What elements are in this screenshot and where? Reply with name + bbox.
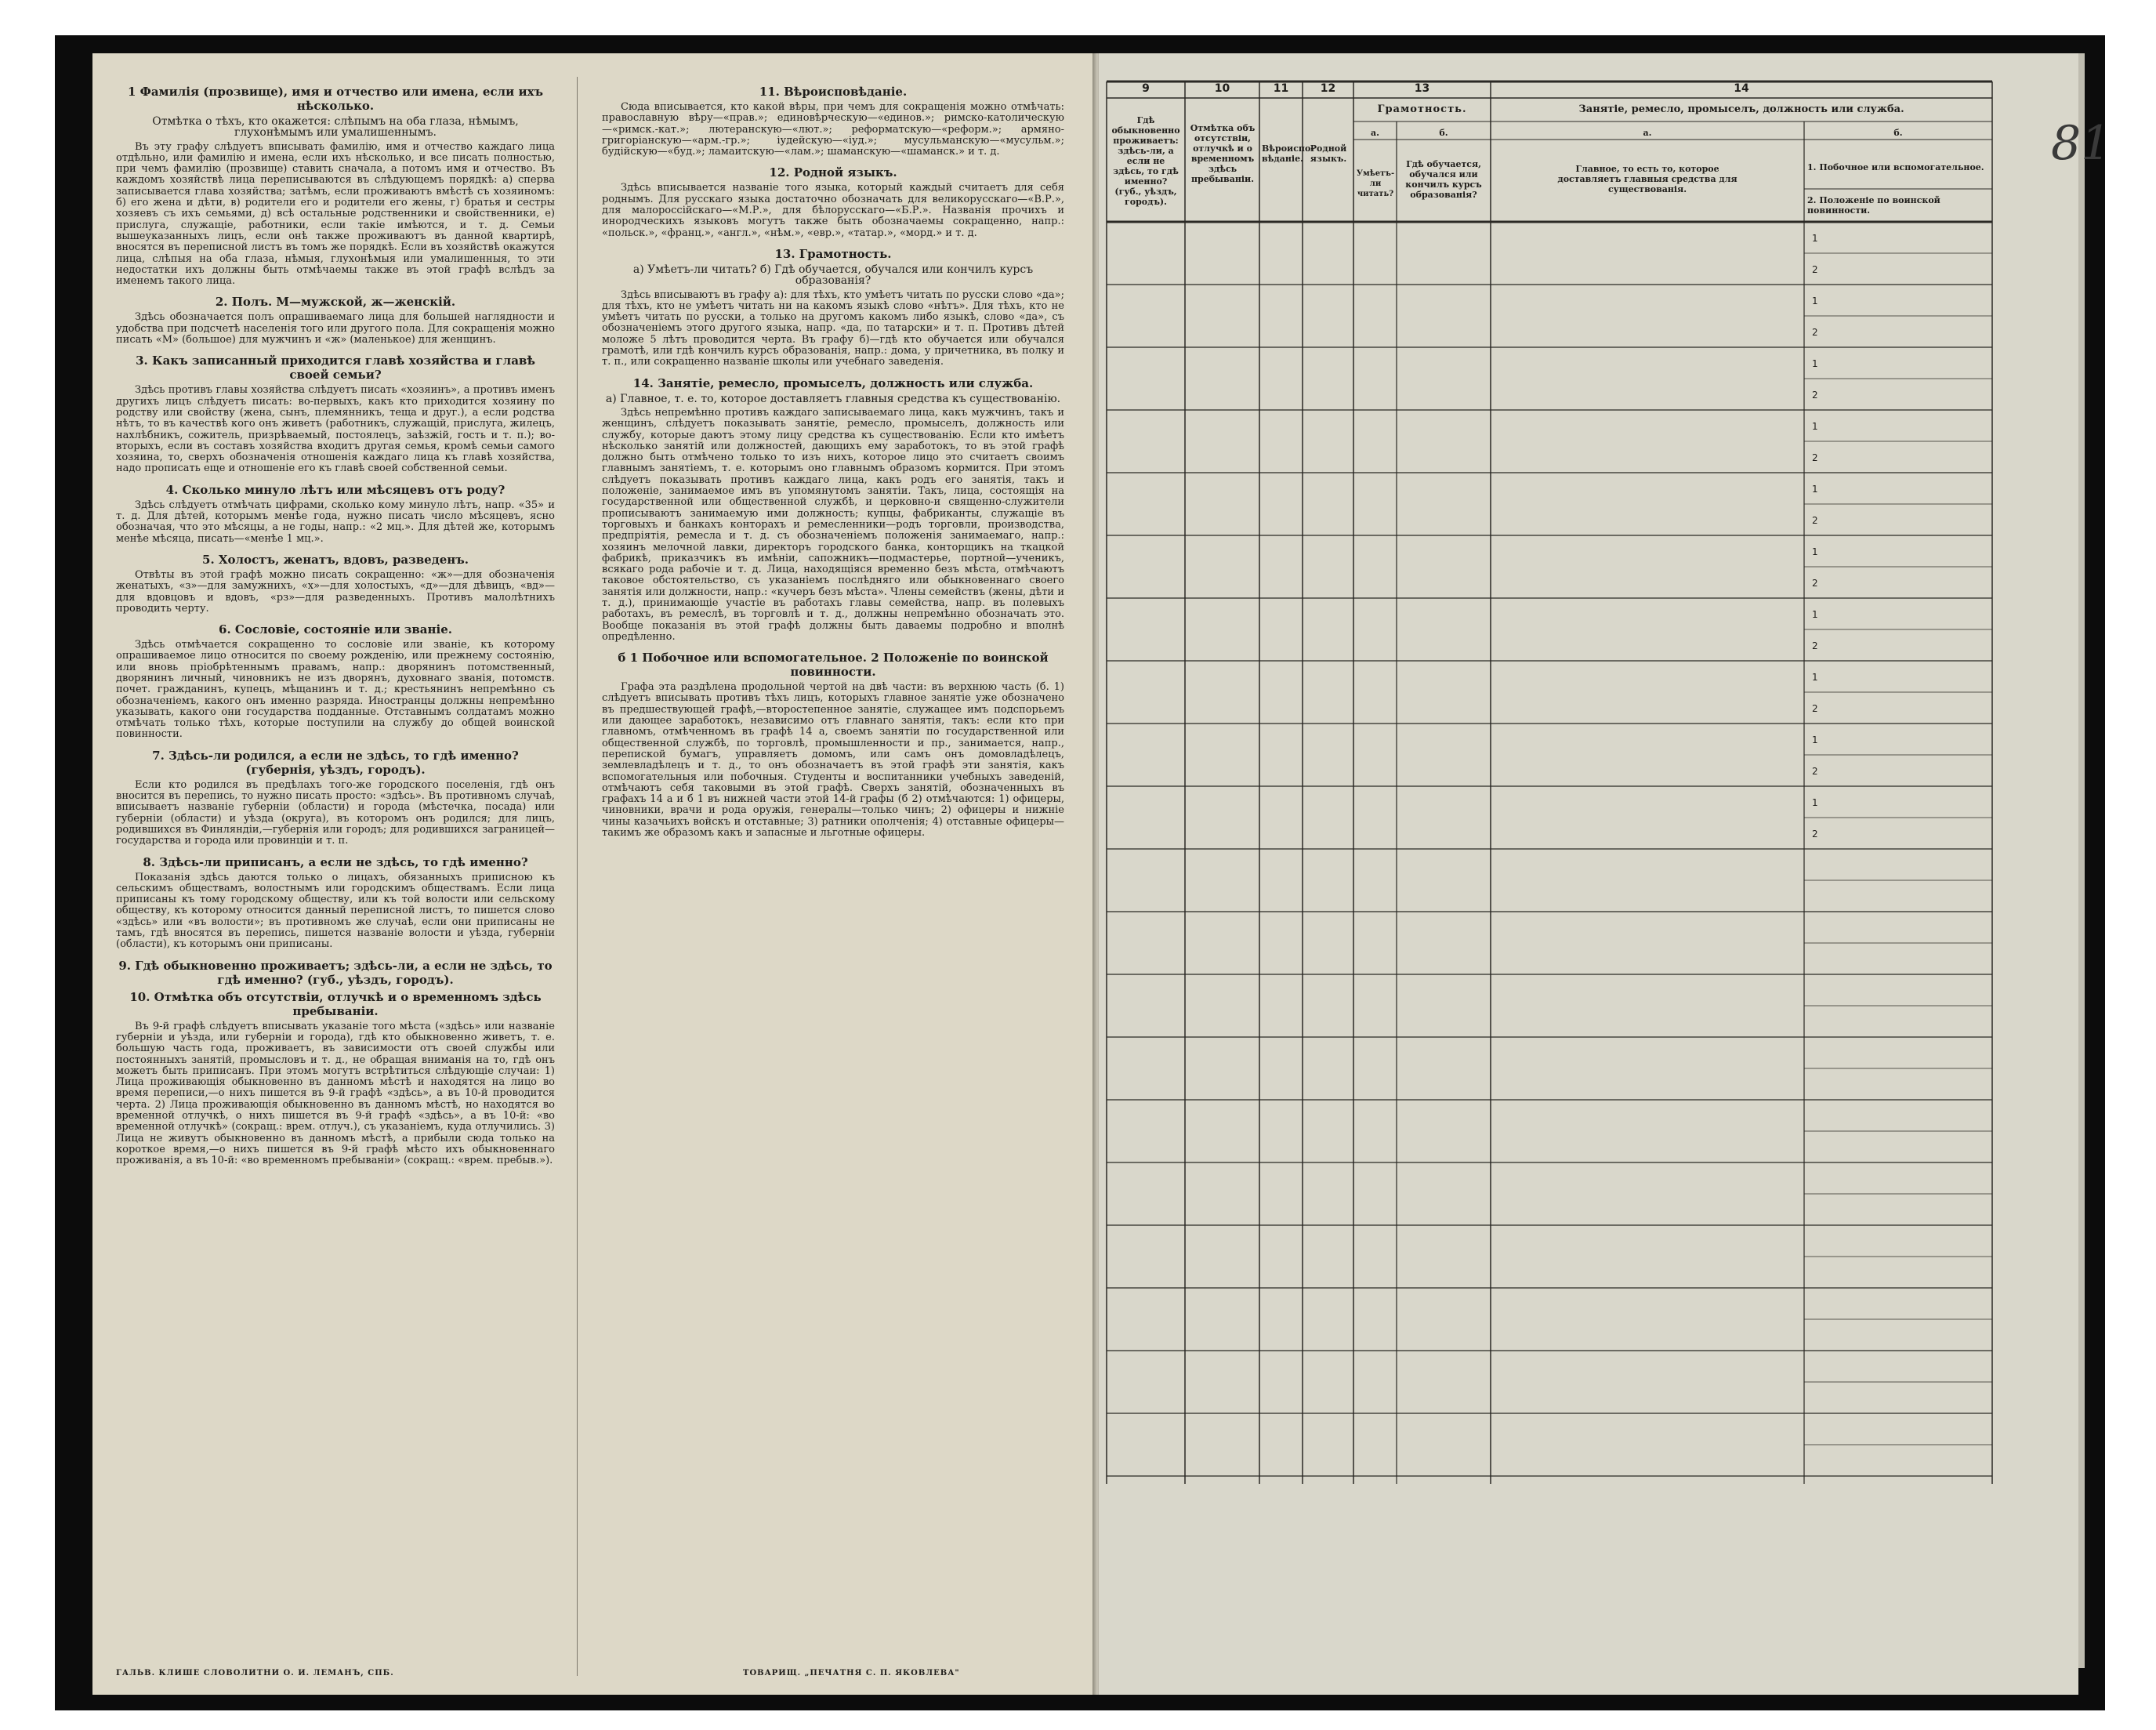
section-body: Показанія здѣсь даются только о лицахъ, обязанныхъ приписною къ сельскимъ обществамъ, волостнымъ или городскимъ обществамъ. Если лица приписаны къ тому городскому обществу, или къ той волости или сельскому обществу, къ которому относится данный переписной листъ, то пишется слово «здѣсь» или «въ волости»; въ противномъ же случаѣ, если они приписаны не тамъ, гдѣ вносятся въ перепись, пишется названіе волости и уѣзда, губерніи (области), къ которымъ они приписаны. [116,871,555,951]
row-sub-mark: 2 [1812,829,1818,840]
section-heading: 13. Грамотность. [774,246,892,261]
section-heading: 7. Здѣсь-ли родился, а если не здѣсь, то гдѣ именно? (губернія, уѣздъ, городъ). [152,748,519,777]
row-sub-mark: 1 [1812,734,1818,745]
section-body: Въ эту графу слѣдуетъ вписывать фамилію, имя и отчество каждаго лица отдѣльно, или фамилію и имена, если ихъ нѣсколько, и все писать полностью, при чемъ фамилію (прозвище) ставить сначала, а потомъ имя и отчество. Въ каждомъ хозяйствѣ лица переписываются въ слѣдующемъ порядкѣ: а) сперва записывается глава хозяйства; затѣмъ, если проживаютъ вмѣстѣ съ хозяиномъ: б) его жена и дѣти, в) родители его и родители его жены, г) братья и сестры хозяевъ съ ихъ семьями, д) всѣ остальные родственники и свойственники, е) прислуга, служащіе, работники, если такіе имѣются, и т. д. Семьи вышеуказанныхъ лицъ, если онѣ также проживаютъ въ данной квартирѣ, вносятся въ переписной листъ въ томъ же порядкѣ. Если въ хозяйствѣ окажутся лица, слѣпыя на оба глаза, нѣмыя, глухонѣмыя или умалишенныя, то эти недостатки ихъ должны быть отмѣчаемы также въ этой графѣ вслѣдъ за именемъ такого лица. [116,140,555,288]
instruction-section [116,749,555,847]
section-body: Здѣсь вписываютъ въ графу а): для тѣхъ, кто умѣетъ читать по русски слово «да»; для тѣхъ, кто не умѣетъ читать ни на какомъ языкѣ слово «нѣтъ». Для тѣхъ, кто не умѣетъ читать по русски, а только на другомъ какомъ либо языкѣ, слово «да», съ обозначеніемъ этого другого языка, напр. «да, по татарски» и т. п. Противъ дѣтей моложе 5 лѣтъ проводится черта. Въ графу б)—гдѣ кто обучается или обучался грамотѣ, или гдѣ кончилъ курсъ образованія, напр.: дома, у причетника, въ полку и т. п., или сокращенно названіе школы или учебнаго заведенія. [602,288,1064,368]
header-literacy: Грамотность. [1377,103,1467,115]
header-occupation: Занятіе, ремесло, промыселъ, должность или служба. [1578,103,1904,115]
section-body: Сюда вписывается, кто какой вѣры, при чемъ для сокращенія можно отмѣчать: православную вѣру—«прав.»; единовѣрческую—«единов.»; римско-католическую—«римск.-кат.»; лютеранскую—«лют.»; реформатскую—«реформ.»; армяно-григоріанскую—«арм.-гр.»; іудейскую—«іуд.»; мусульманскую—«мусульм.»; будійскую—«буд.»; ламаитскую—«лам.»; шаманскую—«шаманск.» и т. д. [602,101,1064,158]
row-sub-mark: 1 [1812,296,1818,306]
row-sub-mark: 1 [1812,546,1818,557]
header-residence: Гдѣ обыкновенно проживаетъ: здѣсь-ли, а если не здѣсь, то гдѣ именно? (губ., уѣздъ, городъ). [1111,115,1180,207]
row-sub-mark: 1 [1812,233,1818,244]
instruction-section [602,85,1064,158]
section-subheading: Отмѣтка о тѣхъ, кто окажется: слѣпымъ на оба глаза, нѣмымъ, глухонѣмымъ или умалишеннымъ. [152,115,519,140]
row-sub-mark: 1 [1812,609,1818,620]
row-sub-mark: 2 [1812,515,1818,526]
section-body: Здѣсь противъ главы хозяйства слѣдуетъ писать «хозяинъ», а противъ именъ другихъ лицъ слѣдуетъ писать: во-первыхъ, какъ кто приходится хозяину по родству или свойству (жена, сынъ, племянникъ, теща и друг.), а если родства нѣтъ, то въ качествѣ кого онъ живетъ (работникъ, служащій, прислуга, жилецъ, нахлѣбникъ, сожитель, призрѣваемый, постоялецъ, заѣзжій, гость и т. п.); во-вторыхъ, если въ составъ хозяйства входитъ другая семья, кромѣ семьи самого хозяина, то, сверхъ обозначенія отношенія каждаго лица къ главѣ хозяйства, надо прописать еще и отношеніе его къ главѣ своей собственной семьи. [116,384,555,475]
instruction-section [116,483,555,545]
col-number-11: 11 [1273,82,1289,95]
section-body: Здѣсь вписывается названіе того языка, который каждый считаетъ для себя роднымъ. Для русскаго языка достаточно обозначать для великорусскаго—«В.Р.», для малороссійскаго—«М.Р.», для бѣлорусскаго—«Б.Р.». Названія прочихъ и инородческихъ языковъ могутъ также быть обозначаемы сокращенно, напр.: «польск.», «франц.», «англ.», «нѣм.», «евр.», «татар.», «морд.» и т. д. [602,182,1064,239]
section-heading: 8. Здѣсь-ли приписанъ, а если не здѣсь, то гдѣ именно? [143,854,528,869]
row-sub-mark: 2 [1812,766,1818,777]
header-occupation-b-letter: б. [1893,128,1903,138]
row-sub-mark: 2 [1812,578,1818,589]
row-sub-mark: 2 [1812,640,1818,651]
header-literacy-a-letter: а. [1371,128,1379,138]
header-education-place: Гдѣ обучается, обучался или кончилъ курсъ образованія? [1405,159,1482,200]
section-heading: 11. Вѣроисповѣданіе. [759,85,908,99]
instruction-section [602,651,1064,839]
instruction-section [116,959,555,1167]
section-body: Отвѣты въ этой графѣ можно писать сокращенно: «ж»—для обозначенія женатыхъ, «з»—для замужнихъ, «х»—для холостыхъ, «д»—для дѣвицъ, «вд»—для вдовцовъ и вдовъ, «рз»—для разведенныхъ. Противъ малолѣтнихъ проводить черту. [116,568,555,615]
header-military-status: 2. Положеніе по воинской повинности. [1807,195,1940,216]
header-secondary-occupation: 1. Побочное или вспомогательное. [1807,162,1984,172]
instruction-section [116,622,555,741]
header-literacy-b-letter: б. [1439,128,1448,138]
col-number-9: 9 [1142,82,1150,95]
section-heading: 4. Сколько минуло лѣтъ или мѣсяцевъ отъ роду? [165,482,505,497]
section-body: Здѣсь непремѣнно противъ каждаго записываемаго лица, какъ мужчинъ, такъ и женщинъ, слѣдуетъ показывать занятіе, ремесло, промыселъ, должность или службу, которые даютъ этому лицу средства къ существованію. Если кто имѣетъ нѣсколько занятій или должностей, дающихъ ему заработокъ, то въ этой графѣ должно быть отмѣчено только то изъ нихъ, которое лицо это считаетъ своимъ главнымъ занятіемъ, т. е. которымъ оно главнымъ образомъ кормится. При этомъ слѣдуетъ показывать противъ каждаго лица, какъ родъ его занятія, такъ и положеніе, занимаемое имъ въ упомянутомъ занятіи. Такъ, лица, состоящія на государственной или общественной службѣ, и церковно-и священно-служители прописываютъ занимаемую ими должность; купцы, фабриканты, служащіе въ торговыхъ и банкахъ конторахъ и ремесленники—родъ торговли, производства, предпріятія, ремесла и т. д. съ обозначеніемъ положенія занимаемаго, напр.: хозяинъ мелочной лавки, директоръ городского банка, конторщикъ на ткацкой фабрикѣ, приказчикъ въ имѣніи, сапожникъ—подмастерье, портной—ученикъ, всякаго рода рабочіе и т. д. Лица, находящіяся временно безъ мѣста, отмѣчаютъ таковое обстоятельство, съ указаніемъ послѣдняго или обыкновеннаго своего занятія или должности, напр.: «кучеръ безъ мѣста». Члены семействъ (жены, дѣти и т. д.), принимающіе участіе въ работахъ главы семейства, напр. въ полевыхъ работахъ, въ ремеслѣ, въ торговлѣ и т. д., должны непремѣнно обозначать это. Вообще показанія въ этой графѣ должны быть даваемы подробно и вполнѣ опредѣленно. [602,406,1064,643]
header-can-read: Умѣетъ-ли читать? [1356,169,1395,198]
right-column [602,85,1064,847]
section-heading: 5. Холостъ, женатъ, вдовъ, разведенъ. [202,552,469,567]
pencil-page-number: 81 [2051,116,2111,171]
section-heading: 3. Какъ записанный приходится главѣ хозяйства и главѣ своей семьи? [136,354,535,383]
section-body: Здѣсь отмѣчается сокращенно то сословіе или званіе, къ которому опрашиваемое лицо относится по своему рожденію, или прежнему состоянію, или вновь пріобрѣтеннымъ правамъ, напр.: дворянинъ потомственный, дворянинъ личный, чиновникъ не изъ дворянъ, духовнаго званія, потомств. почет. гражданинъ, купецъ, мѣщанинъ и т. д.; крестьянинъ непремѣнно съ обозначеніемъ, какого онъ именно разряда. Иностранцы должны непремѣнно указывать, какого они государства подданные. Отставнымъ солдатамъ можно отмѣчать только тѣхъ, которые поступили на службу до общей воинской повинности. [116,639,555,741]
printer-footer-left: ГАЛЬВ. КЛИШЕ СЛОВОЛИТНИ О. И. ЛЕМАНЪ, СПБ. [116,1669,394,1677]
ledger-lines [1107,81,1992,1484]
section-body: Графа эта раздѣлена продольной чертой на двѣ части: въ верхнюю часть (б. 1) слѣдуетъ вписывать противъ тѣхъ лицъ, которыхъ главное занятіе уже обозначено въ предшествующей графѣ,—второстепенное занятіе, служащее имъ подспорьемъ или дающее заработокъ, независимо отъ главнаго занятія, такъ: если кто при главномъ, отмѣченномъ въ графѣ 14 а, своемъ занятіи по государственной или общественной службѣ, по торговлѣ, промышленности и пр., занимается, напр., перепиской бумагъ, управляетъ домомъ, или самъ онъ домовладѣлецъ, землевладѣлецъ и т. д., то онъ обозначаетъ въ этой графѣ эти занятія, какъ вспомогательныя или побочныя. Студенты и воспитанники учебныхъ заведеній, отмѣчаютъ себя таковыми въ этой графѣ. Сверхъ занятій, обозначенныхъ въ графахъ 14 а и б 1 въ нижней части этой 14-й графы (б 2) отмѣчаются: 1) офицеры, чиновники, врачи и рода оружія, генералы—только чинъ; 2) офицеры и нижніе чины казачьихъ войскъ и отставные; 3) ратники ополченія; 4) отставные офицеры—такимъ же образомъ какъ и запасные и льготные офицеры. [602,681,1064,840]
row-sub-mark: 1 [1812,672,1818,683]
section-heading: 1 Фамилія (прозвище), имя и отчество или имена, если ихъ нѣсколько. [127,85,544,113]
row-sub-mark: 2 [1812,327,1818,338]
left-column [116,85,555,1174]
section-heading: 2. Полъ. М—мужской, ж—женскій. [215,295,456,310]
left-page [92,53,1092,1695]
printer-footer-right: ТОВАРИЩ. „ПЕЧАТНЯ С. П. ЯКОВЛЕВА" [743,1669,960,1677]
section-body: Здѣсь слѣдуетъ отмѣчать цифрами, сколько кому минуло лѣтъ, напр. «35» и т. д. Для дѣтей, которымъ менѣе года, нужно писать число мѣсяцевъ, ясно обозначая, что это мѣсяцы, а не годы, напр.: «2 мц.». Для дѣтей же, которымъ менѣе мѣсяца, писать—«менѣе 1 мц.». [116,499,555,545]
row-sub-mark: 2 [1812,452,1818,463]
section-subheading: а) Умѣетъ-ли читать? б) Гдѣ обучается, обучался или кончилъ курсъ образованія? [632,263,1034,288]
section-heading: 9. Гдѣ обыкновенно проживаетъ; здѣсь-ли, а если не здѣсь, то гдѣ именно? (губ., уѣздъ, городъ). [118,958,553,987]
section-body: Въ 9-й графѣ слѣдуетъ вписывать указаніе того мѣста («здѣсь» или названіе губерніи и уѣзда, или губерніи и города), гдѣ кто обыкновенно живетъ, т. е. большую часть года, проживаетъ, въ зависимости отъ своей службы или постоянныхъ занятій, промысловъ и т. д., не обращая вниманія на то, гдѣ онъ можетъ быть приписанъ. При этомъ могутъ встрѣтиться слѣдующіе случаи: 1) Лица проживающія обыкновенно въ данномъ мѣстѣ и находятся на лицо во время переписи,—о нихъ пишется въ 9-й графѣ «здѣсь», а въ 10-й проводится черта. 2) Лица проживающія обыкновенно въ данномъ мѣстѣ, но находятся во временной отлучкѣ, о нихъ пишется въ 9-й графѣ «здѣсь», а въ 10-й: «во временной отлучкѣ» (сокращ.: врем. отлуч.), съ указаніемъ, куда отлучились. 3) Лица не живутъ обыкновенно въ данномъ мѣстѣ, а прибыли сюда только на короткое время,—о нихъ пишется въ 9-й графѣ мѣсто ихъ обыкновеннаго проживанія, а въ 10-й: «во временномъ пребываніи» (сокращ.: «врем. пребыв.»). [116,1020,555,1167]
col-number-12: 12 [1320,82,1336,95]
instruction-section [116,85,555,287]
header-religion: Вѣроиспо-вѣданіе. [1262,143,1314,164]
instruction-section [602,165,1064,238]
row-sub-mark: 1 [1812,421,1818,432]
row-sub-mark: 2 [1812,264,1818,275]
section-heading: 10. Отмѣтка объ отсутствіи, отлучкѣ и о временномъ здѣсь пребываніи. [129,989,542,1018]
instruction-section [116,295,555,346]
column-divider [577,77,578,1676]
row-sub-mark: 2 [1812,390,1818,401]
col-number-14: 14 [1734,82,1749,95]
section-subheading: а) Главное, т. е. то, которое доставляетъ главныя средства къ существованію. [605,392,1061,405]
header-occupation-a-letter: а. [1643,128,1652,138]
section-body: Здѣсь обозначается полъ опрашиваемаго лица для большей наглядности и удобства при подсчетѣ населенія того или другого пола. Для сокращенія можно писать «М» (большое) для мужчинъ и «ж» (маленькое) для женщинъ. [116,311,555,346]
header-native-language: Родной языкъ. [1310,143,1347,164]
col-number-10: 10 [1214,82,1230,95]
instruction-section [116,354,555,474]
header-main-occupation: Главное, то есть то, которое доставляетъ главныя средства для существованія. [1557,164,1737,194]
right-page [1099,53,2111,1695]
row-sub-mark: 1 [1812,484,1818,495]
instruction-section [116,553,555,615]
section-heading: 6. Сословіе, состояніе или званіе. [219,622,452,637]
row-sub-mark: 1 [1812,797,1818,808]
section-heading: б 1 Побочное или вспомогательное. 2 Положеніе по воинской повинности. [618,651,1049,680]
instruction-section [602,376,1064,644]
census-ledger-grid [1107,81,1992,1484]
row-sub-mark: 2 [1812,703,1818,714]
instruction-section [116,855,555,951]
row-sub-mark: 1 [1812,358,1818,369]
col-number-13: 13 [1414,82,1430,95]
header-absence-mark: Отмѣтка объ отсутствіи, отлучкѣ и о временномъ здѣсь пребываніи. [1190,123,1256,184]
section-heading: 14. Занятіе, ремесло, промыселъ, должность или служба. [632,375,1034,390]
section-body: Если кто родился въ предѣлахъ того-же городского поселенія, гдѣ онъ вносится въ перепись, то нужно писать просто: «здѣсь». Въ противномъ случаѣ, вписываетъ названіе губерніи (области) и города (мѣстечка, посада) или губерніи (области) и уѣзда (округа), въ которомъ онъ родился; для лицъ, родившихся въ Финляндіи,—губернія или городъ; для родившихся заграницей—государства и города или провинціи и т. п. [116,778,555,847]
section-heading: 12. Родной языкъ. [769,165,897,180]
instruction-section [602,247,1064,368]
